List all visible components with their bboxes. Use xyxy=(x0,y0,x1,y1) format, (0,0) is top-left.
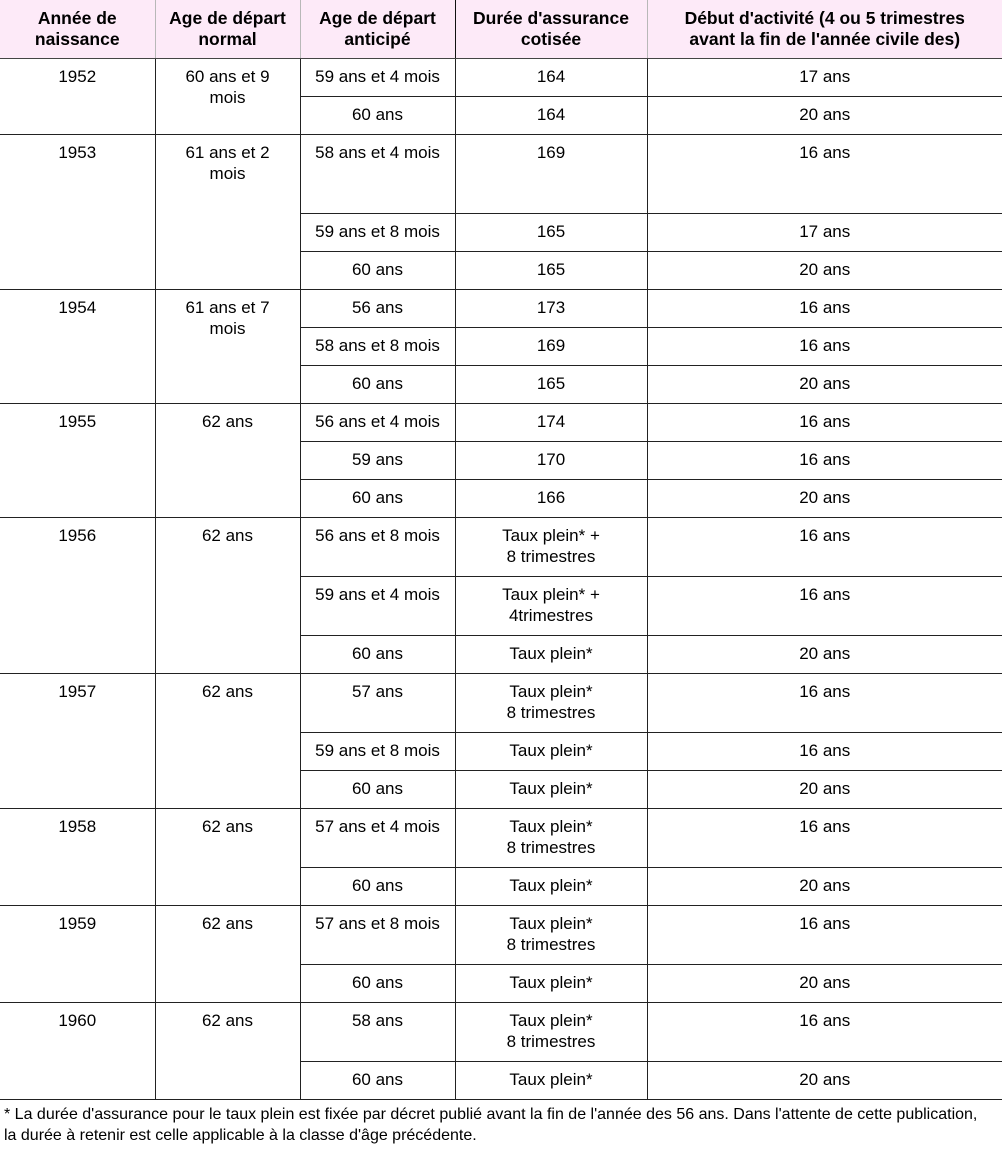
anticipated-age-cell: 58 ans xyxy=(300,1003,455,1062)
duration-cell: Taux plein* + 8 trimestres xyxy=(455,518,647,577)
birth-year-cell: 1955 xyxy=(0,404,155,518)
duration-cell: Taux plein* xyxy=(455,771,647,809)
table-row xyxy=(0,290,1002,328)
duration-cell: Taux plein* 8 trimestres xyxy=(455,809,647,868)
activity-start-cell: 20 ans xyxy=(647,97,1002,135)
anticipated-age-cell: 56 ans et 4 mois xyxy=(300,404,455,442)
table-row xyxy=(0,404,1002,442)
activity-start-cell: 17 ans xyxy=(647,59,1002,97)
table-row xyxy=(0,518,1002,577)
activity-start-cell: 20 ans xyxy=(647,1062,1002,1100)
table-row xyxy=(0,809,1002,868)
birth-year-cell: 1960 xyxy=(0,1003,155,1100)
anticipated-age-cell: 60 ans xyxy=(300,1062,455,1100)
activity-start-cell: 20 ans xyxy=(647,636,1002,674)
duration-cell: Taux plein* xyxy=(455,1062,647,1100)
duration-cell: 174 xyxy=(455,404,647,442)
table-row xyxy=(0,59,1002,97)
activity-start-cell: 16 ans xyxy=(647,577,1002,636)
anticipated-age-cell: 59 ans et 4 mois xyxy=(300,577,455,636)
normal-age-cell: 62 ans xyxy=(155,1003,300,1100)
table-row xyxy=(0,906,1002,965)
duration-cell: 165 xyxy=(455,252,647,290)
activity-start-cell: 16 ans xyxy=(647,328,1002,366)
birth-year-cell: 1953 xyxy=(0,135,155,290)
activity-start-cell: 20 ans xyxy=(647,771,1002,809)
duration-cell: 164 xyxy=(455,59,647,97)
duration-cell: 166 xyxy=(455,480,647,518)
anticipated-age-cell: 59 ans xyxy=(300,442,455,480)
anticipated-age-cell: 60 ans xyxy=(300,965,455,1003)
header-normal-age: Age de départ normal xyxy=(155,0,300,59)
activity-start-cell: 16 ans xyxy=(647,906,1002,965)
activity-start-cell: 16 ans xyxy=(647,733,1002,771)
footnote: * La durée d'assurance pour le taux plein est fixée par décret publié avant la fin de l'année des 56 ans. Dans l'attente de cette publication, la durée à retenir est celle applicable à la classe d'âge précédente. xyxy=(4,1106,978,1144)
activity-start-cell: 16 ans xyxy=(647,674,1002,733)
header-anticipated-age: Age de départ anticipé xyxy=(300,0,455,59)
duration-cell: 165 xyxy=(455,366,647,404)
duration-cell: 170 xyxy=(455,442,647,480)
birth-year-cell: 1959 xyxy=(0,906,155,1003)
duration-cell: Taux plein* xyxy=(455,965,647,1003)
anticipated-age-cell: 57 ans et 8 mois xyxy=(300,906,455,965)
anticipated-age-cell: 60 ans xyxy=(300,771,455,809)
activity-start-cell: 20 ans xyxy=(647,480,1002,518)
header-activity-start: Début d'activité (4 ou 5 trimestres avant la fin de l'année civile des) xyxy=(647,0,1002,59)
anticipated-age-cell: 60 ans xyxy=(300,480,455,518)
duration-cell: 169 xyxy=(455,135,647,214)
anticipated-age-cell: 58 ans et 8 mois xyxy=(300,328,455,366)
normal-age-cell: 61 ans et 7 mois xyxy=(155,290,300,404)
birth-year-cell: 1957 xyxy=(0,674,155,809)
anticipated-age-cell: 57 ans et 4 mois xyxy=(300,809,455,868)
activity-start-cell: 16 ans xyxy=(647,1003,1002,1062)
normal-age-cell: 61 ans et 2 mois xyxy=(155,135,300,290)
activity-start-cell: 20 ans xyxy=(647,965,1002,1003)
normal-age-cell: 62 ans xyxy=(155,674,300,809)
activity-start-cell: 20 ans xyxy=(647,252,1002,290)
birth-year-cell: 1954 xyxy=(0,290,155,404)
duration-cell: Taux plein* 8 trimestres xyxy=(455,674,647,733)
birth-year-cell: 1956 xyxy=(0,518,155,674)
anticipated-age-cell: 59 ans et 4 mois xyxy=(300,59,455,97)
duration-cell: Taux plein* xyxy=(455,868,647,906)
normal-age-cell: 62 ans xyxy=(155,518,300,674)
anticipated-age-cell: 60 ans xyxy=(300,252,455,290)
normal-age-cell: 62 ans xyxy=(155,906,300,1003)
anticipated-age-cell: 60 ans xyxy=(300,97,455,135)
normal-age-cell: 62 ans xyxy=(155,404,300,518)
duration-cell: 173 xyxy=(455,290,647,328)
activity-start-cell: 16 ans xyxy=(647,809,1002,868)
duration-cell: Taux plein* 8 trimestres xyxy=(455,1003,647,1062)
activity-start-cell: 16 ans xyxy=(647,290,1002,328)
anticipated-age-cell: 58 ans et 4 mois xyxy=(300,135,455,214)
activity-start-cell: 16 ans xyxy=(647,404,1002,442)
birth-year-cell: 1952 xyxy=(0,59,155,135)
header-insurance-duration: Durée d'assurance cotisée xyxy=(455,0,647,59)
duration-cell: Taux plein* xyxy=(455,636,647,674)
activity-start-cell: 16 ans xyxy=(647,518,1002,577)
normal-age-cell: 62 ans xyxy=(155,809,300,906)
duration-cell: 164 xyxy=(455,97,647,135)
activity-start-cell: 17 ans xyxy=(647,214,1002,252)
activity-start-cell: 16 ans xyxy=(647,442,1002,480)
anticipated-age-cell: 56 ans xyxy=(300,290,455,328)
table-row xyxy=(0,135,1002,214)
duration-cell: Taux plein* + 4trimestres xyxy=(455,577,647,636)
duration-cell: 165 xyxy=(455,214,647,252)
anticipated-age-cell: 59 ans et 8 mois xyxy=(300,214,455,252)
table-row xyxy=(0,674,1002,733)
anticipated-age-cell: 57 ans xyxy=(300,674,455,733)
anticipated-age-cell: 56 ans et 8 mois xyxy=(300,518,455,577)
activity-start-cell: 20 ans xyxy=(647,868,1002,906)
header-birth-year: Année de naissance xyxy=(0,0,155,59)
anticipated-age-cell: 60 ans xyxy=(300,636,455,674)
normal-age-cell: 60 ans et 9 mois xyxy=(155,59,300,135)
duration-cell: Taux plein* xyxy=(455,733,647,771)
duration-cell: Taux plein* 8 trimestres xyxy=(455,906,647,965)
activity-start-cell: 16 ans xyxy=(647,135,1002,214)
anticipated-age-cell: 60 ans xyxy=(300,366,455,404)
anticipated-age-cell: 60 ans xyxy=(300,868,455,906)
duration-cell: 169 xyxy=(455,328,647,366)
table-row xyxy=(0,1003,1002,1062)
table-header-row xyxy=(0,0,1002,59)
anticipated-age-cell: 59 ans et 8 mois xyxy=(300,733,455,771)
birth-year-cell: 1958 xyxy=(0,809,155,906)
activity-start-cell: 20 ans xyxy=(647,366,1002,404)
